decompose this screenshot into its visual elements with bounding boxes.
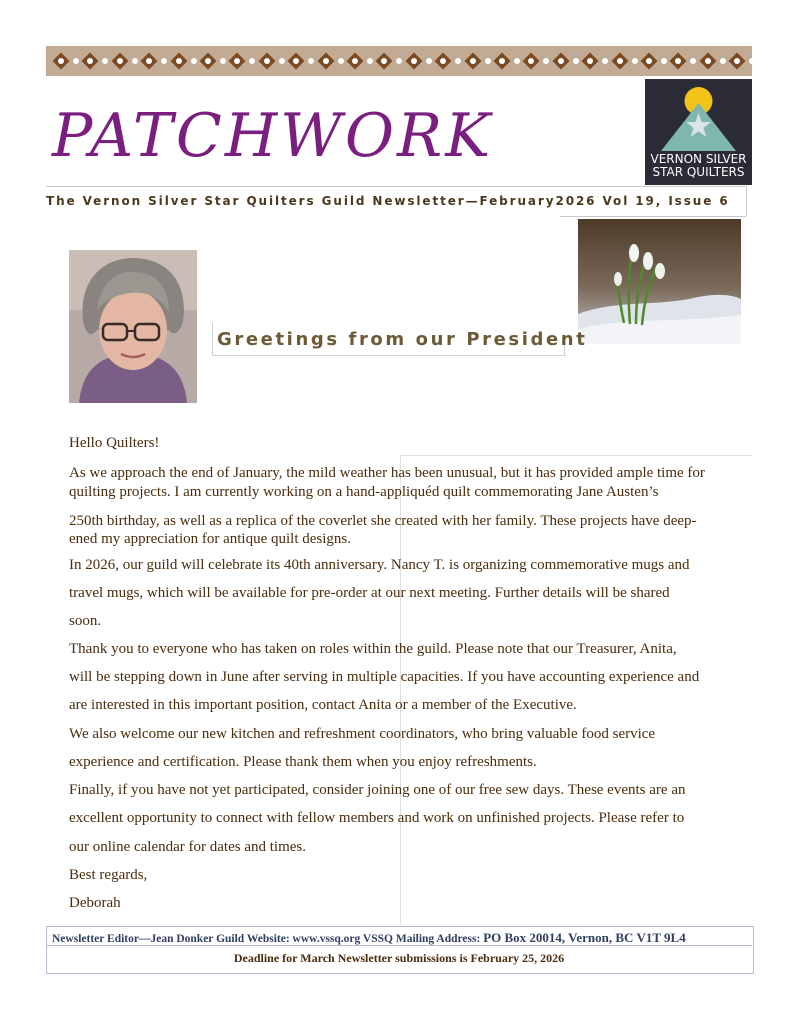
border-diamond (699, 52, 717, 70)
footer-editor-text: Newsletter Editor—Jean Donker Guild Website: www.vssq.org VSSQ Mailing Address: (52, 933, 484, 945)
border-diamond (317, 52, 335, 70)
border-diamond (405, 52, 423, 70)
border-diamond (640, 52, 658, 70)
border-dot (573, 58, 579, 64)
border-dot (543, 58, 549, 64)
border-dot (249, 58, 255, 64)
newsletter-subtitle: The Vernon Silver Star Quilters Guild Newsletter—February2026 Vol 19, Issue 6 (46, 194, 730, 208)
border-dot (749, 58, 752, 64)
body-line: We also welcome our new kitchen and refreshment coordinators, who bring valuable food service (69, 726, 656, 742)
border-dot (661, 58, 667, 64)
border-diamond (140, 52, 158, 70)
body-line: will be stepping down in June after serving in multiple capacities. If you have accounting experience and (69, 669, 700, 685)
border-diamond (346, 52, 364, 70)
border-dot (161, 58, 167, 64)
border-diamond (81, 52, 99, 70)
body-line: In 2026, our guild will celebrate its 40th anniversary. Nancy T. is organizing commemorative mugs and (69, 557, 690, 573)
border-dot (485, 58, 491, 64)
border-dot (455, 58, 461, 64)
border-dot (132, 58, 138, 64)
body-line: Finally, if you have not yet participated, consider joining one of our free sew days. These events are an (69, 782, 686, 798)
border-dot (191, 58, 197, 64)
border-dot (396, 58, 402, 64)
snowdrop-flower-photo (578, 219, 741, 344)
border-dot (632, 58, 638, 64)
body-line: As we approach the end of January, the mild weather has been unusual, but it has provided ample time for (69, 465, 705, 481)
body-line: 250th birthday, as well as a replica of the coverlet she created with her family. These projects have deep- (69, 513, 697, 529)
border-dot (220, 58, 226, 64)
subtitle-box-bottom (560, 216, 746, 217)
border-diamond (669, 52, 687, 70)
border-diamond (170, 52, 188, 70)
body-line: ened my appreciation for antique quilt designs. (69, 531, 352, 547)
subtitle-rule (46, 186, 746, 187)
body-line: travel mugs, which will be available for pre-order at our next meeting. Further details will be shared (69, 585, 670, 601)
guild-logo (645, 79, 752, 185)
border-dot (338, 58, 344, 64)
border-diamond (199, 52, 217, 70)
border-diamond (52, 52, 70, 70)
body-line: excellent opportunity to connect with fellow members and work on unfinished projects. Please refer to (69, 810, 685, 826)
border-dot (102, 58, 108, 64)
body-line: experience and certification. Please thank them when you enjoy refreshments. (69, 754, 537, 770)
border-dot (367, 58, 373, 64)
body-line: our online calendar for dates and times. (69, 839, 306, 855)
border-dot (73, 58, 79, 64)
border-diamond (493, 52, 511, 70)
border-dot (426, 58, 432, 64)
border-diamond (611, 52, 629, 70)
body-line: Hello Quilters! (69, 435, 160, 451)
body-line: are interested in this important position, contact Anita or a member of the Executive. (69, 697, 577, 713)
column-guide-top (400, 455, 752, 456)
body-line: Thank you to everyone who has taken on roles within the guild. Please note that our Treasurer, Anita, (69, 641, 677, 657)
body-line: Best regards, (69, 867, 148, 883)
border-diamond (464, 52, 482, 70)
president-portrait-photo (69, 250, 197, 403)
decorative-border (46, 46, 752, 76)
body-line: quilting projects. I am currently working on a hand-appliquéd quilt commemorating Jane Austen’s (69, 484, 659, 500)
border-diamond (581, 52, 599, 70)
footer-address-text: PO Box 20014, Vernon, BC V1T 9L4 (483, 930, 686, 945)
border-diamond (228, 52, 246, 70)
border-diamond (258, 52, 276, 70)
footer-deadline: Deadline for March Newsletter submissions is February 25, 2026 (233, 951, 565, 965)
body-line: Deborah (69, 895, 121, 911)
logo-text-line2: STAR QUILTERS (652, 165, 745, 179)
border-diamond (552, 52, 570, 70)
newsletter-title: PATCHWORK (52, 101, 494, 171)
border-dot (602, 58, 608, 64)
border-diamond (287, 52, 305, 70)
border-dot (279, 58, 285, 64)
border-dot (514, 58, 520, 64)
subtitle-box-edge (746, 186, 747, 216)
border-dot (690, 58, 696, 64)
border-dot (308, 58, 314, 64)
border-diamond (522, 52, 540, 70)
footer-contact (52, 930, 686, 946)
article-heading: Greetings from our President (217, 329, 588, 350)
body-line: soon. (69, 613, 102, 629)
border-diamond (375, 52, 393, 70)
border-diamond (434, 52, 452, 70)
border-diamond (728, 52, 746, 70)
border-dot (720, 58, 726, 64)
logo-mountain-star-icon (645, 79, 752, 159)
logo-text-line1: VERNON SILVER (650, 152, 747, 166)
border-diamond (111, 52, 129, 70)
